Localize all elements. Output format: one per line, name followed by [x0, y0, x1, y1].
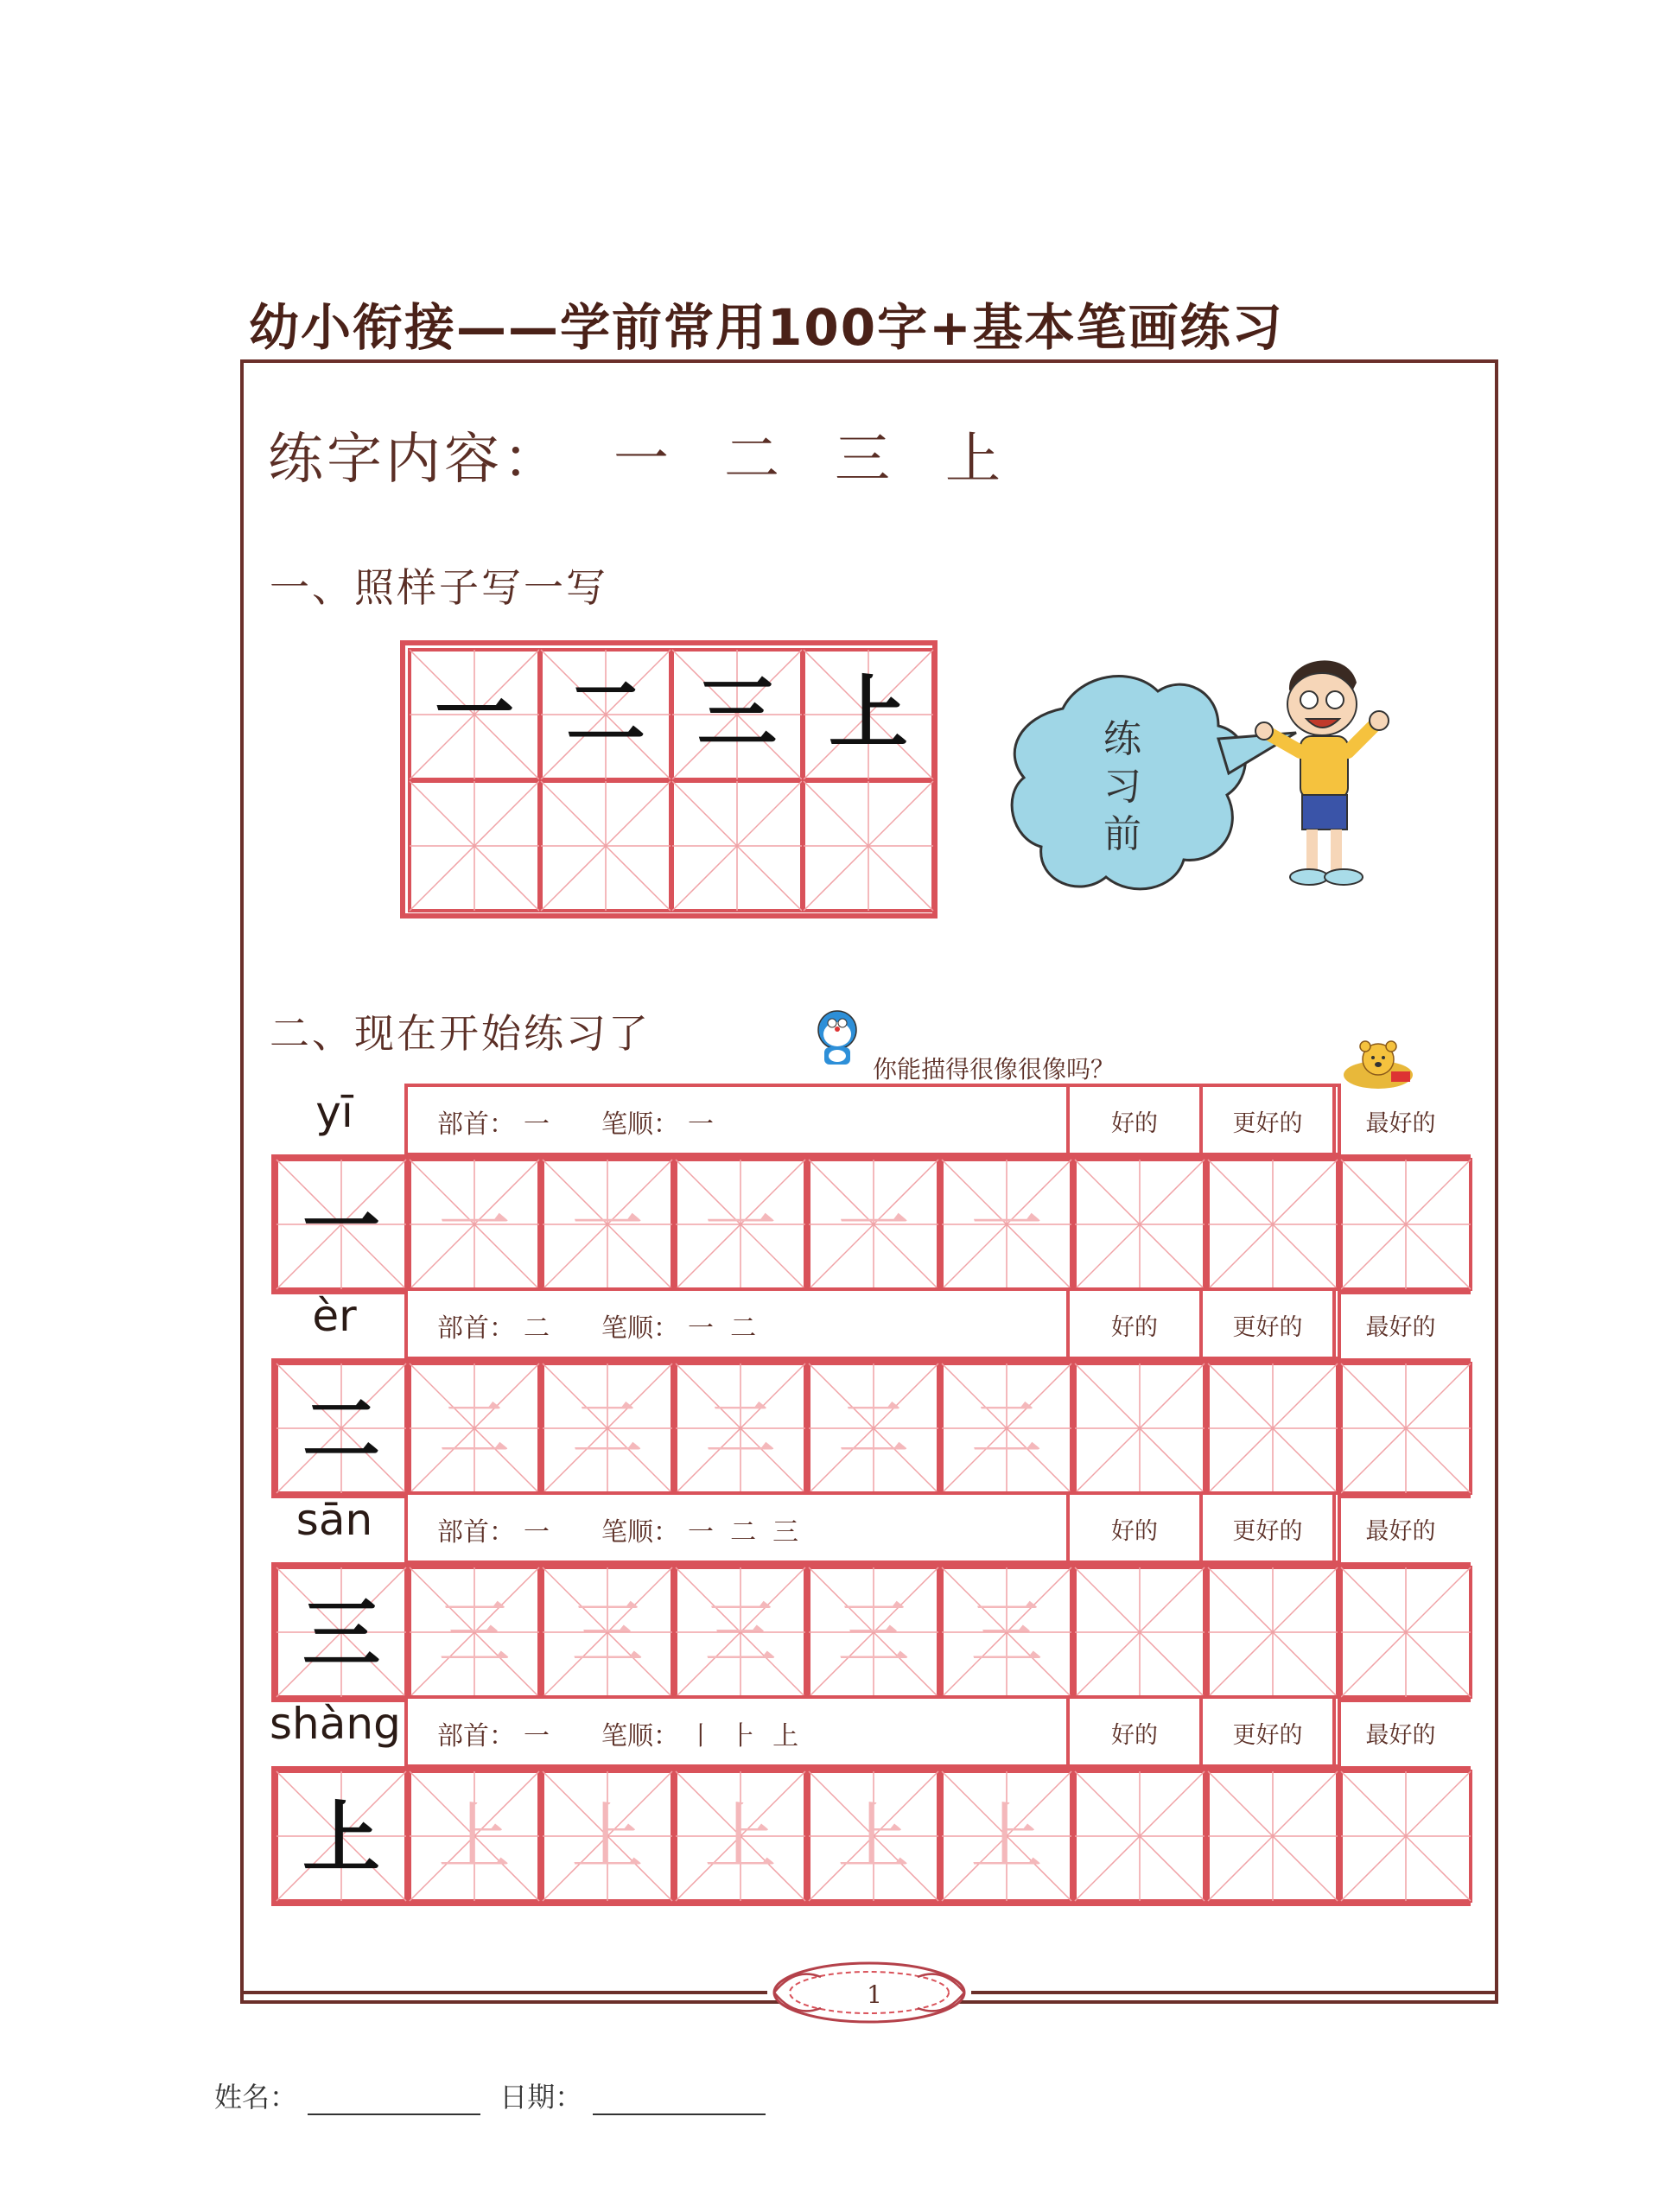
date-label: 日期：	[499, 2081, 583, 2113]
speech-bubble-illustration	[1002, 657, 1408, 916]
stroke-order-label: 笔顺：	[601, 1517, 679, 1548]
bubble-char-2: 习	[1103, 765, 1141, 809]
rating-label: 好的	[1111, 1110, 1158, 1137]
trace-char: 二	[570, 1387, 645, 1471]
section1-heading: 一、照样子写一写	[270, 564, 608, 611]
model-char: 一	[302, 1180, 380, 1272]
radical-value: 一	[524, 1517, 550, 1548]
pinyin-label: sān	[296, 1495, 373, 1545]
practice-grid	[273, 1085, 1474, 1906]
sample-char: 上	[828, 666, 909, 760]
model-char: 三	[302, 1588, 380, 1680]
stroke-order-value: 一 二	[688, 1313, 757, 1344]
bubble-char-3: 前	[1103, 812, 1141, 856]
trace-char: 二	[703, 1387, 778, 1471]
radical-label: 部首：	[437, 1109, 515, 1140]
trace-char: 上	[437, 1795, 512, 1879]
free-write-cell[interactable]	[1075, 1160, 1205, 1289]
stroke-order-label: 笔顺：	[601, 1313, 679, 1344]
free-write-cell[interactable]	[1208, 1363, 1338, 1493]
footer	[214, 2075, 776, 2115]
radical-value: 一	[524, 1109, 550, 1140]
model-char: 上	[302, 1792, 380, 1884]
radical-value: 一	[524, 1721, 550, 1751]
rating-label: 最好的	[1365, 1722, 1436, 1749]
rating-label: 最好的	[1365, 1314, 1436, 1341]
trace-char: 一	[703, 1183, 778, 1268]
sample-char: 三	[696, 666, 778, 760]
trace-char: 三	[437, 1591, 512, 1675]
free-write-cell[interactable]	[1341, 1160, 1471, 1289]
page-title: 幼小衔接——学前常用100字+基本笔画练习	[249, 298, 1284, 357]
trace-char: 二	[969, 1387, 1044, 1471]
radical-stroke-info	[437, 1714, 798, 1752]
sample-grid	[403, 643, 935, 916]
rating-label: 最好的	[1365, 1518, 1436, 1545]
sample-cell[interactable]	[410, 781, 539, 911]
content-char-4: 上	[945, 428, 1004, 492]
model-char: 二	[302, 1384, 380, 1476]
radical-label: 部首：	[437, 1721, 515, 1751]
stroke-order-label: 笔顺：	[601, 1721, 679, 1751]
pinyin-label: shàng	[270, 1699, 401, 1749]
radical-stroke-info	[437, 1306, 756, 1344]
rating-label: 最好的	[1365, 1110, 1436, 1137]
rating-label: 更好的	[1232, 1314, 1303, 1341]
sample-cell[interactable]	[541, 781, 671, 911]
sample-char: 一	[434, 666, 515, 760]
radical-stroke-info	[437, 1510, 798, 1548]
free-write-cell[interactable]	[1208, 1567, 1338, 1697]
free-write-cell[interactable]	[1341, 1363, 1471, 1493]
sample-cell[interactable]	[804, 781, 933, 911]
radical-stroke-info	[437, 1103, 714, 1141]
rating-label: 更好的	[1232, 1110, 1303, 1137]
rating-label: 好的	[1111, 1314, 1158, 1341]
trace-char: 上	[836, 1795, 911, 1879]
free-write-cell[interactable]	[1075, 1567, 1205, 1697]
trace-char: 三	[836, 1591, 911, 1675]
stroke-order-value: 一 二 三	[688, 1517, 799, 1548]
rating-label: 好的	[1111, 1518, 1158, 1545]
content-char-2: 二	[724, 428, 783, 492]
bubble-char-1: 练	[1103, 717, 1141, 761]
name-field[interactable]	[308, 2088, 480, 2115]
free-write-cell[interactable]	[1341, 1771, 1471, 1901]
stroke-order-value: 丨 ⺊ 上	[688, 1721, 799, 1751]
pinyin-label: èr	[312, 1291, 357, 1341]
trace-char: 二	[836, 1387, 911, 1471]
doraemon-icon	[809, 1007, 866, 1070]
section2-heading: 二、现在开始练习了	[270, 1010, 651, 1057]
tracing-caption: 你能描得很像很像吗？	[873, 1055, 1116, 1084]
free-write-cell[interactable]	[1208, 1771, 1338, 1901]
trace-char: 三	[969, 1591, 1044, 1675]
content-heading	[268, 415, 1004, 494]
free-write-cell[interactable]	[1075, 1363, 1205, 1493]
trace-char: 二	[437, 1387, 512, 1471]
trace-char: 一	[836, 1183, 911, 1268]
trace-char: 一	[969, 1183, 1044, 1268]
page-number: 1	[867, 1980, 882, 2009]
trace-char: 上	[570, 1795, 645, 1879]
trace-char: 一	[437, 1183, 512, 1268]
date-field[interactable]	[593, 2088, 766, 2115]
rating-label: 更好的	[1232, 1722, 1303, 1749]
stroke-order-label: 笔顺：	[601, 1109, 679, 1140]
sample-char: 二	[565, 666, 646, 760]
stroke-order-value: 一	[688, 1109, 714, 1140]
name-label: 姓名：	[214, 2081, 298, 2113]
content-label: 练字内容：	[268, 428, 562, 492]
rating-label: 更好的	[1232, 1518, 1303, 1545]
rating-label: 好的	[1111, 1722, 1158, 1749]
trace-char: 上	[703, 1795, 778, 1879]
free-write-cell[interactable]	[1075, 1771, 1205, 1901]
trace-char: 一	[570, 1183, 645, 1268]
free-write-cell[interactable]	[1208, 1160, 1338, 1289]
radical-label: 部首：	[437, 1517, 515, 1548]
radical-value: 二	[524, 1313, 550, 1344]
trace-char: 上	[969, 1795, 1044, 1879]
content-char-3: 三	[835, 428, 893, 492]
content-char-1: 一	[613, 428, 672, 492]
trace-char: 三	[703, 1591, 778, 1675]
trace-char: 三	[570, 1591, 645, 1675]
sample-cell[interactable]	[672, 781, 802, 911]
boy-cartoon-icon	[1255, 660, 1389, 885]
free-write-cell[interactable]	[1341, 1567, 1471, 1697]
radical-label: 部首：	[437, 1313, 515, 1344]
pinyin-label: yī	[315, 1087, 353, 1137]
